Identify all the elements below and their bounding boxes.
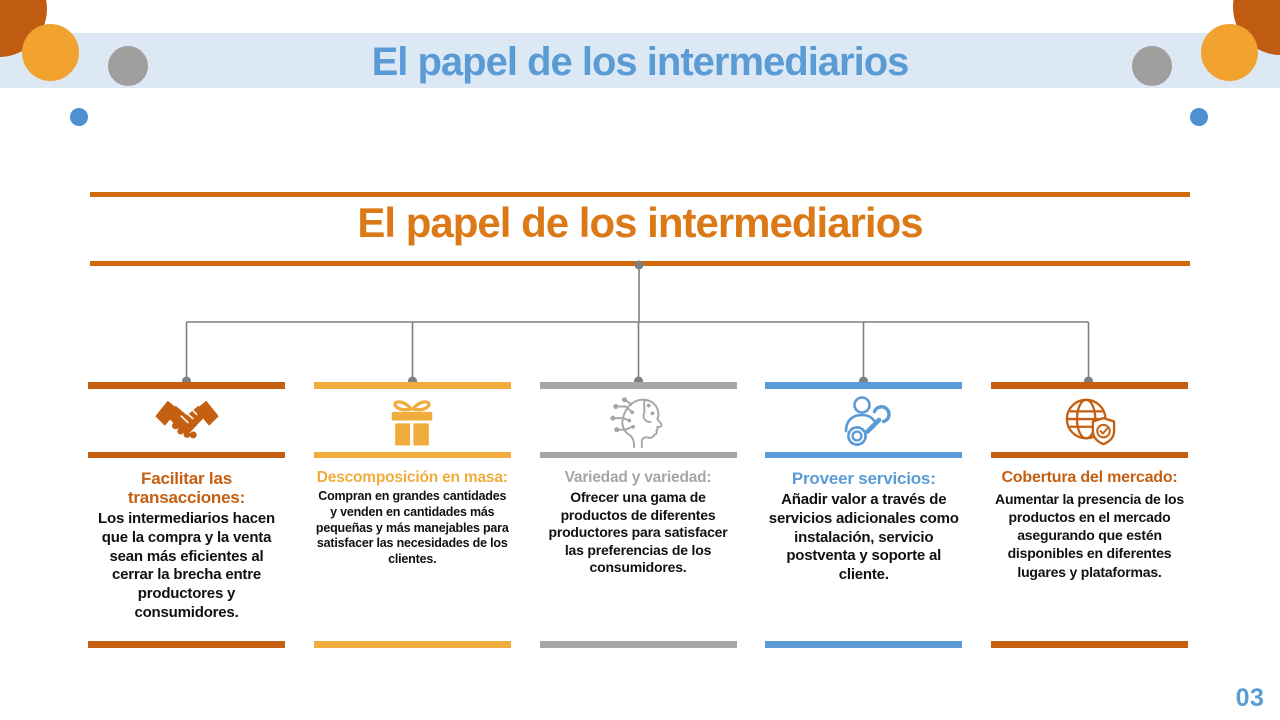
column-body: Compran en grandes cantidades y venden en cantidades más pequeñas y más manejables para satisfacer las necesidades de los clientes. [315, 489, 509, 566]
column-title: Variedad y variedad: [564, 469, 712, 486]
globe-shield-icon [1060, 389, 1120, 452]
column-top-bar [765, 382, 962, 389]
page-number: 03 [1235, 684, 1265, 712]
column-bottom-bar [540, 641, 737, 648]
column-top-bar [88, 382, 285, 389]
header-title: El papel de los intermediarios [371, 40, 909, 84]
column-title: Cobertura del mercado: [1001, 469, 1178, 486]
column-title: Facilitar las transacciones: [127, 469, 246, 508]
role-column-variedad [540, 382, 737, 648]
column-body: Aumentar la presencia de los productos en el mercado asegurando que estén disponibles en diferentes lugares y plataformas. [995, 490, 1184, 580]
role-column-cobertura-del-mercado [991, 382, 1188, 648]
ai-head-icon [607, 389, 669, 452]
column-mid-bar [88, 452, 285, 458]
column-bottom-bar [314, 641, 511, 648]
column-bottom-bar [88, 641, 285, 648]
column-mid-bar [540, 452, 737, 458]
column-top-bar [991, 382, 1188, 389]
column-body: Ofrecer una gama de productos de diferentes productores para satisfacer las preferencias de los consumidores. [548, 489, 728, 576]
column-top-bar [540, 382, 737, 389]
column-body: Los intermediarios hacen que la compra y la venta sean más eficientes al cerrar la brecha entre productores y consumidores. [98, 510, 275, 621]
column-bottom-bar [991, 641, 1188, 648]
column-title: Descomposición en masa: [316, 469, 508, 486]
page-title: El papel de los intermediarios [357, 199, 923, 246]
column-body: Añadir valor a través de servicios adicionales como instalación, servicio postventa y soporte al cliente. [768, 491, 959, 584]
role-columns [88, 382, 1188, 648]
role-column-facilitar-transacciones [88, 382, 285, 648]
role-column-proveer-servicios [765, 382, 962, 648]
gift-icon [385, 389, 439, 452]
column-mid-bar [765, 452, 962, 458]
column-mid-bar [314, 452, 511, 458]
handshake-icon [151, 389, 223, 452]
column-mid-bar [991, 452, 1188, 458]
column-title: Proveer servicios: [791, 469, 936, 488]
role-column-descomposicion-en-masa [314, 382, 511, 648]
service-person-icon [836, 389, 892, 452]
column-top-bar [314, 382, 511, 389]
column-bottom-bar [765, 641, 962, 648]
